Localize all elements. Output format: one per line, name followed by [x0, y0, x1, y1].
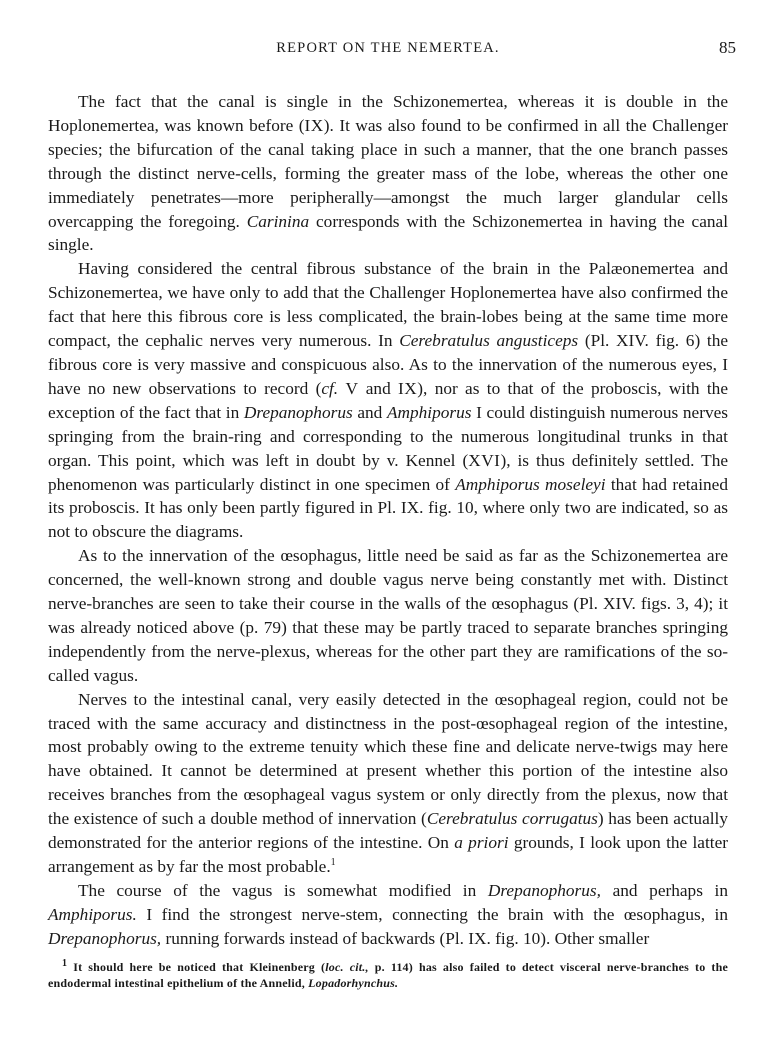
- paragraph-4: Nerves to the intestinal canal, very easily detected in the œsophageal region, could not be traced with the same accuracy and distinctness in the post-œsophageal region of the intestine, most probably owing to the extreme tenuity which these fine and delicate nerve-twigs may here have obtained. It cannot be determined at present whether this portion of the intestine also receives branches from the œsophageal vagus system or only directly from the plexus, now that the existence of such a double method of innervation (Cerebratulus corrugatus) has been actually demonstrated for the anterior regions of the intestine. On a priori grounds, I look upon the latter arrangement as by far the most probable.$^1$: [48, 689, 729, 876]
- footnote-ref: 1: [330, 857, 336, 869]
- paragraph-2: Having considered the central fibrous substance of the brain in the Palæonemertea and Schizonemertea, we have only to add that the Challenger Hoplonemertea have also confirmed the fact that here this fibrous core is less complicated, the brain-lobes being at the same time more compact, the cephalic nerves very numerous. In Cerebratulus angusticeps (Pl. XIV. fig. 6) the fibrous core is very massive and conspicuous also. As to the innervation of the numerous eyes, I have no new observations to record (cf. V and IX), nor as to that of the proboscis, with the exception of the fact that in Drepanophorus and Amphiporus I could distinguish numerous nerves springing from the brain-ring and corresponding to the numerous longitudinal trunks in that organ. This point, which was left in doubt by v. Kennel (XVI), is thus definitely settled. The phenomenon was particularly distinct in one specimen of Amphiporus moseleyi that had retained its proboscis. It has only been partly figured in Pl. IX. fig. 10, where only two are indicated, so as not to obscure the diagrams.: [48, 259, 729, 542]
- page-number: 85: [719, 38, 736, 57]
- body-text: [48, 90, 728, 951]
- header-title: REPORT ON THE NEMERTEA.: [276, 40, 500, 56]
- paragraph-3: As to the innervation of the œsophagus, little need be said as far as the Schizonemertea are concerned, the well-known strong and double vagus nerve being constantly met with. Distinct nerve-branches are seen to take their course in the walls of the œsophagus (Pl. XIV. figs. 3, 4); it was already noticed above (p. 79) that these may be partly traced to separate branches springing independently from the nerve-plexus, whereas for the other part they are ramifications of the so-called vagus.: [48, 546, 728, 685]
- paragraph-1: The fact that the canal is single in the Schizonemertea, whereas it is double in the Hoplonemertea, was known before (IX). It was also found to be confirmed in all the Challenger species; the bifurcation of the canal taking place in such a manner, that the one branch passes through the distinct nerve-cells, forming the greater mass of the lobe, whereas the other one immediately penetrates—more peripherally—amongst the much larger glandular cells overcapping the foregoing. Carinina corresponds with the Schizonemertea in having the canal single.: [48, 92, 728, 255]
- paragraph-5: The course of the vagus is somewhat modified in Drepanophorus, and perhaps in Amphiporus. I find the strongest nerve-stem, connecting the brain with the œsophagus, in Drepanophorus, running forwards instead of backwards (Pl. IX. fig. 10). Other smaller: [48, 880, 728, 948]
- page: [48, 38, 736, 991]
- running-header: [48, 38, 736, 62]
- footnote: $^1$ It should here be noticed that Kleinenberg (loc. cit., p. 114) has also failed to detect visceral nerve-branches to the endodermal intestinal epithelium of the Annelid, Lopadorhynchus.: [48, 957, 729, 990]
